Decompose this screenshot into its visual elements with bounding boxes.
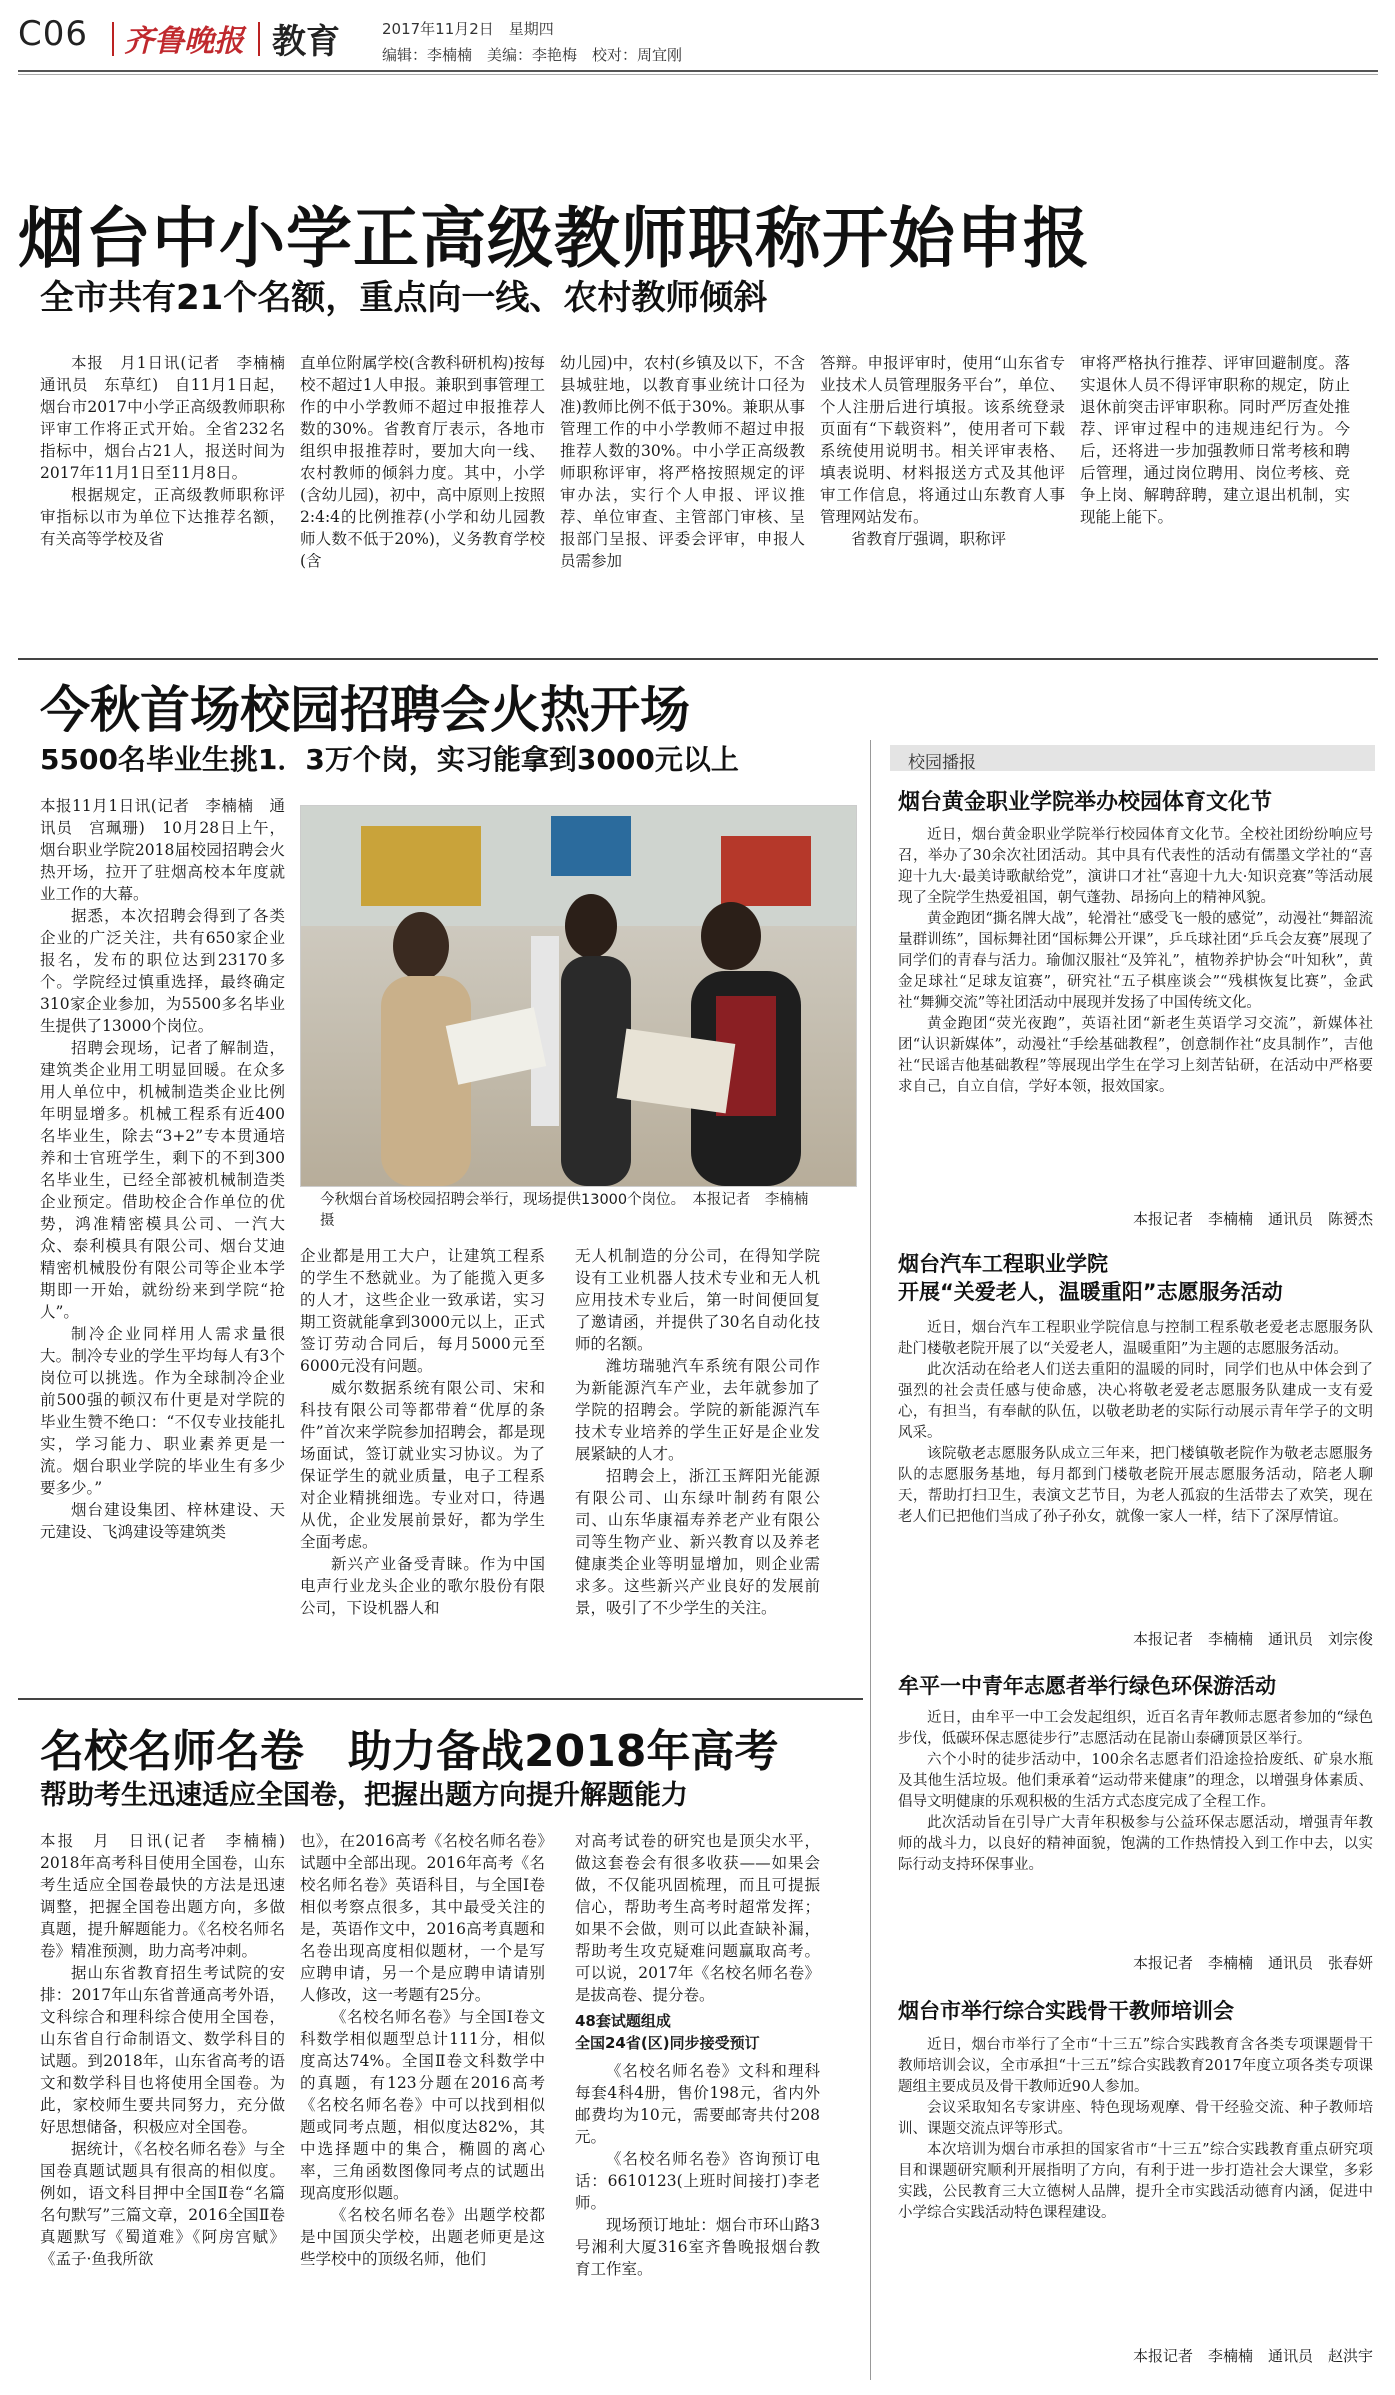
story3-box bbox=[575, 2060, 820, 2375]
story2-headline: 今秋首场校园招聘会火热开场 bbox=[40, 681, 690, 739]
story3-box-para: 现场预订地址：烟台市环山路3号湘利大厦316室齐鲁晚报烟台教育工作室。 bbox=[575, 2216, 820, 2278]
story3-col1-para: 据山东省教育招生考试院的安排：2017年山东省普通高考外语，文科综合和理科综合使用全国卷，山东省自行命制语文、数学科目的试题。到2018年，山东省高考的语文和数学科目也将使用全国卷。为此，家校师生要共同努力，充分做好思想储备，积极应对全国卷。 bbox=[40, 1964, 285, 2136]
story3-col1-para: 据统计，《名校名师名卷》与全国卷真题试题具有很高的相似度。例如，语文科目押中全国Ⅱ卷“名篇名句默写”三篇文章，2016全国Ⅱ卷真题默写《蜀道难》《阿房宫赋》《孟子·鱼我所欲 bbox=[40, 2140, 285, 2268]
story2-col2-para: 企业都是用工大户，让建筑工程系的学生不愁就业。为了能揽入更多的人才，这些企业一致承诺，实习期工资就能拿到3000元以上，正式签订劳动合同后，每月5000元至6000元没有问题。 bbox=[300, 1247, 545, 1375]
header-divider bbox=[112, 22, 114, 56]
story2-col2-para: 新兴产业备受青睐。作为中国电声行业龙头企业的歌尔股份有限公司，下设机器人和 bbox=[300, 1555, 545, 1617]
page-number: C06 bbox=[18, 14, 89, 54]
story2-col3-para: 潍坊瑞驰汽车系统有限公司作为新能源汽车产业，去年就参加了学院的招聘会。学院的新能源汽车技术专业培养的学生正好是企业发展紧缺的人才。 bbox=[575, 1357, 820, 1463]
story1-subhead: 全市共有21个名额，重点向一线、农村教师倾斜 bbox=[40, 278, 768, 318]
sidebar-para: 近日，烟台市举行了全市“十三五”综合实践教育含各类专项课题骨干教师培训会议，全市承担“十三五”综合实践教育2017年度立项各类专项课题组主要成员及骨干教师近90人参加。 bbox=[898, 2037, 1373, 2095]
story1-col3-para: 幼儿园)中，农村(乡镇及以下，不含县城驻地，以教育事业统计口径为准)教师比例不低于30%。兼职从事管理工作的中小学教师不超过申报推荐人数的30%。中小学正高级教师职称评审，将严格按照规定的评审办法，实行个人申报、评议推荐、单位审查、主管部门审核、呈报部门呈报、评委会评审，申报人员需参加 bbox=[560, 354, 805, 570]
sidebar-para: 该院敬老志愿服务队成立三年来，把门楼镇敬老院作为敬老志愿服务队的志愿服务基地，每月都到门楼敬老院开展志愿服务活动，陪老人聊天，帮助打扫卫生，表演文艺节目，为老人孤寂的生活带去了欢笑，现在老人们已把他们当成了孙子孙女，就像一家人一样，结下了深厚情谊。 bbox=[898, 1446, 1373, 1525]
story1-col1 bbox=[40, 352, 301, 652]
photo-caption: 今秋烟台首场校园招聘会举行，现场提供13000个岗位。 本报记者 李楠楠 摄 bbox=[320, 1192, 823, 1229]
story3-col2-para: 也》，在2016高考《名校名师名卷》试题中全部出现。2016年高考《名校名师名卷》英语科目，与全国Ⅰ卷相似考察点很多，其中最受关注的是，英语作文中，2016高考真题和名卷出现高度相似题材，一个是写应聘申请，另一个是应聘申请请别人修改，这一考题有25分。 bbox=[300, 1832, 545, 2004]
story1-col3 bbox=[560, 352, 805, 652]
sidebar-byline: 本报记者 李楠楠 通讯员 张春妍 bbox=[1132, 1954, 1373, 1972]
sidebar-para: 近日，烟台黄金职业学院举行校园体育文化节。全校社团纷纷响应号召，举办了30余次社团活动。其中具有代表性的活动有儒墨文学社的“喜迎十九大·最美诗歌献给党”，演讲口才社“喜迎十九大·知识竞赛”等活动展现了全院学生热爱祖国，朝气蓬勃、昂扬向上的精神风貌。 bbox=[898, 827, 1373, 906]
sidebar-item-title: 烟台市举行综合实践骨干教师培训会 bbox=[898, 1999, 1234, 2023]
sidebar-para: 黄金跑团“荧光夜跑”，英语社团“新老生英语学习交流”，新媒体社团“认识新媒体”，动漫社“手绘基础教程”，创意制作社“皮具制作”，吉他社“民谣吉他基础教程”等展现出学生在学习上刻苦钻研，在活动中严格要求自己，自立自信，学好本领，报效国家。 bbox=[898, 1016, 1373, 1095]
story3-col1-para: 本报 月 日讯(记者 李楠楠) 2018年高考科目使用全国卷，山东考生适应全国卷最快的方法是迅速调整，把握全国卷出题方向，多做真题，提升解题能力。《名校名师名卷》精准预测，助力高考冲刺。 bbox=[40, 1832, 301, 1960]
sidebar-para: 六个小时的徒步活动中，100余名志愿者们沿途捡拾废纸、矿泉水瓶及其他生活垃圾。他们秉承着“运动带来健康”的理念，以增强身体素质、倡导文明健康的乐观积极的生活方式态度完成了全程工作。 bbox=[898, 1752, 1373, 1810]
story2-col2 bbox=[300, 1245, 545, 1685]
sidebar-item-title: 烟台黄金职业学院举办校园体育文化节 bbox=[898, 790, 1273, 815]
story2-subhead: 5500名毕业生挑1．3万个岗，实习能拿到3000元以上 bbox=[40, 743, 739, 776]
sidebar-para: 近日，由牟平一中工会发起组织，近百名青年教师志愿者参加的“绿色步伐，低碳环保志愿徒步行”志愿活动在昆嵛山泰礴顶景区举行。 bbox=[898, 1710, 1373, 1747]
story3-col2-para: 《名校名师名卷》出题学校都是中国顶尖学校，出题老师更是这些学校中的顶级名师，他们 bbox=[300, 2206, 545, 2268]
story2-col1-para: 制冷企业同样用人需求量很大。制冷专业的学生平均每人有3个岗位可以挑选。作为全球制冷企业前500强的顿汉布什更是对学院的毕业生赞不绝口：“不仅专业技能扎实，学习能力、职业素养更是一流。烟台职业学院的毕业生有多少要多少。” bbox=[40, 1325, 285, 1497]
section-name: 教育 bbox=[272, 22, 340, 62]
sidebar-byline: 本报记者 李楠楠 通讯员 赵洪宇 bbox=[1132, 2347, 1373, 2365]
story1-col1-para: 根据规定，正高级教师职称评审指标以市为单位下达推荐名额，有关高等学校及省 bbox=[40, 486, 285, 548]
story2-col1-para: 据悉，本次招聘会得到了各类企业的广泛关注，共有650家企业报名，发布的职位达到23170多个。学院经过慎重选择，最终确定310家企业参加，为5500多名毕业生提供了13000个岗位。 bbox=[40, 907, 285, 1035]
story1-col4-para: 省教育厅强调，职称评 bbox=[851, 530, 1007, 548]
sidebar-item-body bbox=[898, 1318, 1373, 1623]
sidebar-item-body bbox=[898, 2035, 1373, 2335]
story3-box-para: 《名校名师名卷》咨询预订电话：6610123(上班时间接打)李老师。 bbox=[575, 2150, 820, 2212]
sidebar-para: 此次活动旨在引导广大青年积极参与公益环保志愿活动，增强青年教师的战斗力，以良好的精神面貌，饱满的工作热情投入到工作中去，以实际行动支持环保事业。 bbox=[898, 1815, 1373, 1873]
sidebar-para: 此次活动在给老人们送去重阳的温暖的同时，同学们也从中体会到了强烈的社会责任感与使命感，决心将敬老爱老志愿服务队建成一支有爱心，有担当，有奉献的队伍，以敬老助老的实际行动展示青年学子的文明风采。 bbox=[898, 1362, 1373, 1441]
header-rule bbox=[18, 70, 1378, 72]
story1-col5 bbox=[1080, 352, 1350, 652]
story3-col1 bbox=[40, 1830, 301, 2375]
story1-col2-para: 直单位附属学校(含教科研机构)按每校不超过1人申报。兼职到事管理工作的中小学教师不超过申报推荐人数的30%。省教育厅表示，各地市组织申报推荐时，要加大向一线、农村教师的倾斜力度。其中，小学(含幼儿园)，初中，高中原则上按照2:4:4的比例推荐(小学和幼儿园教师人数不低于20%)，义务教育学校(含 bbox=[300, 354, 545, 570]
story2-col1-para: 本报11月1日讯(记者 李楠楠 通讯员 宫珮珊) 10月28日上午，烟台职业学院2018届校园招聘会火热开场，拉开了驻烟高校本年度就业工作的大幕。 bbox=[40, 797, 285, 903]
story1-col1-para: 本报 月1日讯(记者 李楠楠 通讯员 东草红) 自11月1日起，烟台市2017中小学正高级教师职称评审工作将正式开始。全省232名指标中，烟台占21人，报送时间为2017年11月1日至11月8日。 bbox=[40, 354, 301, 482]
sidebar-byline: 本报记者 李楠楠 通讯员 刘宗俊 bbox=[1132, 1630, 1373, 1648]
story2-col1-para: 招聘会现场，记者了解制造，建筑类企业用工明显回暖。在众多用人单位中，机械制造类企业比例年明显增多。机械工程系有近400名毕业生，除去“3+2”专本贯通培养和士官班学生，剩下的不到300名毕业生，已经全部被机械制造类企业预定。借助校企合作单位的优势，鸿准精密模具公司、一汽大众、泰利模具有限公司、烟台艾迪精密机械股份有限公司等企业本学期即一开始，就纷纷来到学院“抢人”。 bbox=[40, 1039, 285, 1321]
sidebar-byline: 本报记者 李楠楠 通讯员 陈赟杰 bbox=[1132, 1210, 1373, 1228]
story1-col4 bbox=[820, 352, 1065, 652]
story2-photo bbox=[300, 805, 857, 1187]
sidebar-divider bbox=[870, 740, 871, 2380]
story1-bottom-rule bbox=[18, 658, 1378, 660]
story3-col3 bbox=[575, 1830, 820, 2004]
story3-subhead: 帮助考生迅速适应全国卷，把握出题方向提升解题能力 bbox=[40, 1780, 688, 1811]
story2-col3 bbox=[575, 1245, 820, 1685]
story3-col3-para: 对高考试卷的研究也是顶尖水平，做这套卷会有很多收获——如果会做，不仅能巩固梳理，而且可提振信心，帮助考生高考时超常发挥；如果不会做，则可以此查缺补漏，帮助考生攻克疑难问题赢取高考。可以说，2017年《名校名师名卷》是拔高卷、提分卷。 bbox=[575, 1832, 820, 2004]
sidebar-item-body bbox=[898, 825, 1373, 1205]
story3-col2 bbox=[300, 1830, 545, 2375]
sidebar-para: 近日，烟台汽车工程职业学院信息与控制工程系敬老爱老志愿服务队赴门楼敬老院开展了以“关爱老人，温暖重阳”为主题的志愿服务活动。 bbox=[898, 1320, 1373, 1357]
editors-line: 编辑：李楠楠 美编：李艳梅 校对：周宜刚 bbox=[382, 46, 683, 64]
issue-date: 2017年11月2日 星期四 bbox=[382, 20, 554, 38]
sidebar-item-title: 烟台汽车工程职业学院 开展“关爱老人，温暖重阳”志愿服务活动 bbox=[898, 1252, 1283, 1304]
story1-col2 bbox=[300, 352, 545, 652]
story2-col3-para: 招聘会上，浙江玉辉阳光能源有限公司、山东绿叶制药有限公司、山东华康福寿养老产业有限公司等生物产业、新兴教育以及养老健康类企业等明显增加，则企业需求多。这些新兴产业良好的发展前景，吸引了不少学生的关注。 bbox=[575, 1467, 820, 1617]
story2-col1-para: 烟台建设集团、梓林建设、天元建设、飞鸿建设等建筑类 bbox=[40, 1501, 285, 1541]
sidebar-label: 校园播报 bbox=[908, 753, 976, 773]
paper-logo: 齐鲁晚报 bbox=[124, 24, 244, 59]
story3-box-title: 48套试题组成 全国24省(区)同步接受预订 bbox=[575, 2012, 760, 2052]
sidebar-para: 本次培训为烟台市承担的国家省市“十三五”综合实践教育重点研究项目和课题研究顺利开展指明了方向，有利于进一步打造社会大课堂，多彩实践，公民教育三大立德树人品牌，提升全市实践活动德育内涵，促进中小学综合实践活动特色课程建设。 bbox=[898, 2142, 1373, 2221]
header-rule-dotted bbox=[18, 74, 1378, 75]
story3-headline: 名校名师名卷 助力备战2018年高考 bbox=[40, 1726, 779, 1777]
story2-col3-para: 无人机制造的分公司，在得知学院设有工业机器人技术专业和无人机应用技术专业后，第一时间便回复了邀请函，并提供了30名自动化技师的名额。 bbox=[575, 1247, 820, 1353]
story3-col2-para: 《名校名师名卷》与全国Ⅰ卷文科数学相似题型总计111分，相似度高达74%。全国Ⅱ卷文科数学中的真题，有123分题在2016高考《名校名师名卷》中可以找到相似题或同考点题，相似度达82%，其中选择题中的集合，椭圆的离心率，三角函数图像同考点的试题出现高度形似题。 bbox=[300, 2008, 545, 2202]
sidebar-para: 黄金跑团“撕名牌大战”，轮滑社“感受飞一般的感觉”，动漫社“舞韶流量群训练”，国标舞社团“国标舞公开课”，乒乓球社团“乒乓会友赛”展现了同学们的青春与活力。瑜伽汉服社“及笄礼”，植物养护协会“叶知秋”，黄金足球社“足球友谊赛”，研究社“五子棋座谈会”“残棋恢复比赛”，金武社“舞狮交流”等社团活动中展现并发扬了中国传统文化。 bbox=[898, 911, 1373, 1011]
story2-bottom-rule bbox=[18, 1698, 863, 1700]
story1-headline: 烟台中小学正高级教师职称开始申报 bbox=[18, 200, 1090, 277]
job-fair-photo bbox=[301, 806, 856, 1186]
story1-col5-para: 审将严格执行推荐、评审回避制度。落实退休人员不得评审职称的规定，防止退休前突击评审职称。同时严厉查处推荐、评审过程中的违规违纪行为。今后，还将进一步加强教师日常考核和聘后管理，通过岗位聘用、岗位考核、竞争上岗、解聘辞聘，建立退出机制，实现能上能下。 bbox=[1080, 354, 1350, 526]
sidebar-item-body bbox=[898, 1708, 1373, 1948]
story2-col1 bbox=[40, 795, 285, 1685]
header-divider-2 bbox=[258, 22, 260, 56]
sidebar-item-title: 牟平一中青年志愿者举行绿色环保游活动 bbox=[898, 1674, 1276, 1698]
story3-box-para: 《名校名师名卷》文科和理科每套4科4册，售价198元，省内外邮费均为10元，需要邮寄共付208元。 bbox=[575, 2062, 820, 2146]
story2-col2-para: 威尔数据系统有限公司、宋和科技有限公司等都带着“优厚的条件”首次来学院参加招聘会，都是现场面试，签订就业实习协议。为了保证学生的就业质量，电子工程系对企业精挑细选。专业对口，待遇从优，企业发展前景好，都为学生全面考虑。 bbox=[300, 1379, 545, 1551]
story1-col4-para: 答辩。申报评审时，使用“山东省专业技术人员管理服务平台”，单位、个人注册后进行填报。该系统登录页面有“下载资料”，使用者可下载系统使用说明书。相关评审表格、填表说明、材料报送方式及其他评审工作信息，将通过山东教育人事管理网站发布。 bbox=[820, 354, 1065, 526]
sidebar-para: 会议采取知名专家讲座、特色现场观摩、骨干经验交流、种子教师培训、课题交流点评等形式。 bbox=[898, 2100, 1373, 2137]
